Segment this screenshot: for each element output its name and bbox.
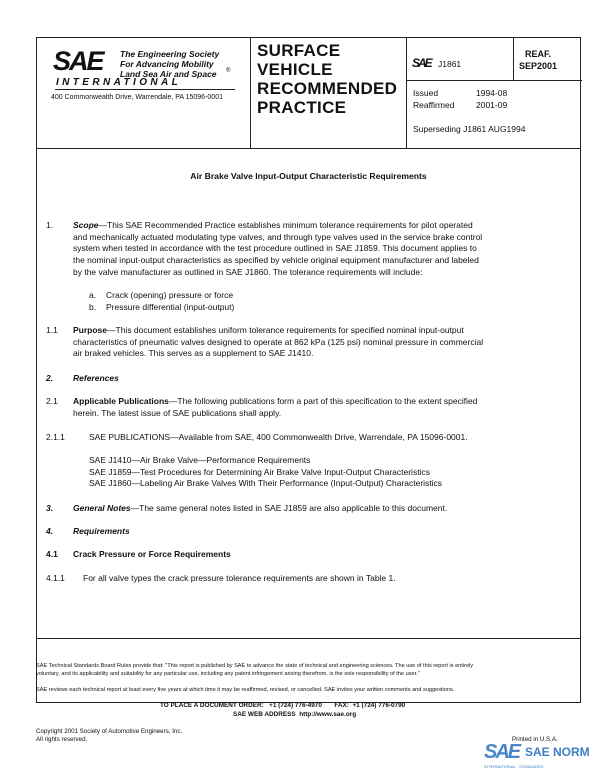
section-1-1-line: air braked vehicles. This serves as a supplement to SAE J1410. [73,348,314,359]
document-type-line: VEHICLE [257,60,333,79]
section-1-line: —This SAE Recommended Practice establishes minimum tolerance requirements for pilot operated [98,220,473,230]
section-2-heading: References [73,373,119,383]
section-3-number: 3. [46,503,54,513]
header-col-divider-1 [250,38,251,148]
society-address: 400 Commonwealth Drive, Warrendale, PA 15096-0001 [51,94,223,101]
section-2-1-heading: Applicable Publications [73,396,169,406]
tagline-line: For Advancing Mobility [120,59,214,69]
reference-item: SAE J1410—Air Brake Valve—Performance Requirements [89,455,311,465]
technical-standards-policy [36,662,581,678]
reference-item: SAE J1859—Test Procedures for Determining Air Brake Valve Input-Output Characteristics [89,466,430,477]
reaffirmed-label: Reaffirmed [413,100,455,110]
tagline-line: Land Sea Air and Space [120,69,217,79]
order-phone[interactable]: +1 (724) 776-4970 [269,702,322,709]
section-3-heading: General Notes [73,503,131,513]
section-4-heading: Requirements [73,526,130,536]
section-1-line: the nominal input-output characteristics as specified by vehicle original equipment manufacturer and labeled [73,255,479,266]
fax-number[interactable]: +1 (724) 776-0790 [352,702,406,709]
section-2-1-line: herein. The latest issue of SAE publications shall apply. [73,407,282,418]
section-4-number: 4. [46,526,54,536]
society-tagline [120,49,219,79]
section-4-1-heading: Crack Pressure or Force Requirements [73,549,231,559]
list-item-crack-pressure: Crack (opening) pressure or force [106,290,234,300]
document-frame [36,37,581,703]
document-type-line: SURFACE [257,41,341,60]
document-type-line: RECOMMENDED [257,79,398,98]
fax-label: FAX: [334,702,349,709]
section-1-line: by the valve manufacturer as outlined in SAE J1860. The tolerance requirements will include: [73,266,423,277]
list-item-pressure-differential: Pressure differential (input-output) [106,302,235,312]
section-1-number: 1. [46,220,54,230]
reaffirmation-status [519,48,557,72]
section-3-body: —The same general notes listed in SAE J1859 are also applicable to this document. [130,503,448,513]
section-1-heading: Scope [73,220,99,230]
section-2-1-number: 2.1 [46,396,58,406]
header-col-divider-2 [406,38,407,148]
section-2-1-line: —The following publications form a part of this specification to the extent specified [168,396,478,406]
review-policy: SAE reviews each technical report at least every five years at which time it may be reaffirmed, revised, or cancelled. SAE invites your written comments and suggestions. [36,687,455,693]
section-2-1-1-heading: SAE PUBLICATIONS [89,432,171,442]
section-1-1-line: —This document establishes uniform tolerance requirements for specified nominal input-output [107,325,464,335]
section-4-1-1-number: 4.1.1 [46,573,65,583]
copyright-line: Copyright 2001 Society of Automotive Engineers, Inc. [36,728,183,735]
body-bottom-rule [37,638,580,639]
reference-item: SAE J1860—Labeling Air Brake Valves With Their Performance (Input-Output) Characteristics [89,478,443,489]
logo-underline [55,89,235,90]
web-url-link[interactable]: http://www.sae.org [299,711,357,718]
section-4-1-number: 4.1 [46,549,58,559]
section-2-number: 2. [46,373,54,383]
document-title: Air Brake Valve Input-Output Characteristic Requirements [190,171,427,181]
section-2-1-1-text [89,432,468,444]
header-divider [37,148,580,149]
watermark-subtitle: INTERNATIONAL · STANDARDS [484,764,544,769]
section-4-1-1-text: For all valve types the crack pressure tolerance requirements are shown in Table 1. [83,573,396,583]
international-wordmark: INTERNATIONAL [56,77,182,88]
section-1-1-number: 1.1 [46,325,58,335]
section-1-scope [73,220,578,279]
reference-list [89,455,442,490]
copyright-block [36,728,182,744]
order-line [160,702,405,709]
section-1-line: system when tested in accordance with the test procedure outlined in SAE J1859. This document applies to [73,243,477,254]
section-3-text [73,503,447,515]
rights-line: All rights reserved. [36,736,88,743]
header-col-divider-3 [513,38,514,80]
tagline-line: The Engineering Society [120,49,220,59]
watermark-sae-logo: SAE [484,741,520,763]
header-row-divider [406,80,582,81]
order-label: TO PLACE A DOCUMENT ORDER: [160,702,264,709]
status-line: REAF. [525,49,552,59]
doc-sae-logo: SAE [412,56,431,70]
web-label: SAE WEB ADDRESS [233,711,296,718]
document-type [257,41,397,117]
list-marker-b: b. [89,302,97,312]
section-2-1-1-number: 2.1.1 [46,432,65,442]
printed-location: Printed in U.S.A. [512,736,558,743]
issued-label: Issued [413,88,439,98]
list-marker-a: a. [89,290,97,300]
issued-date: 1994-08 [476,88,508,98]
superseding-note: Superseding J1861 AUG1994 [413,124,526,134]
web-line [233,711,356,718]
policy-line: voluntary, and its applicability and suitability for any particular use, including any patent infringement arising therefrom, is the sole responsibility of the user." [36,671,420,677]
policy-line: SAE Technical Standards Board Rules provide that: "This report is published by SAE to advance the state of technical and engineering sciences. The use of this report is entirely [36,663,474,669]
reaffirmed-date: 2001-09 [476,100,508,110]
section-1-1-purpose [73,325,578,360]
document-number: J1861 [438,59,462,69]
document-type-line: PRACTICE [257,98,347,117]
sae-logo: SAE [53,46,103,76]
section-1-1-heading: Purpose [73,325,108,335]
section-1-1-line: characteristics of pneumatic valves designed to operate at 862 kPa (125 psi) nominal pressure in commercial [73,336,484,347]
watermark-sae-norm: SAE NORM [525,745,590,759]
section-2-1-1-body: —Available from SAE, 400 Commonwealth Drive, Warrendale, PA 15096-0001. [170,432,468,442]
section-2-1-publications [73,396,578,419]
registered-mark: ® [226,68,231,74]
status-line: SEP2001 [519,61,558,71]
section-1-line: and mechanically actuated modulating type valves, and through type valves used in the service brake control [73,231,483,242]
